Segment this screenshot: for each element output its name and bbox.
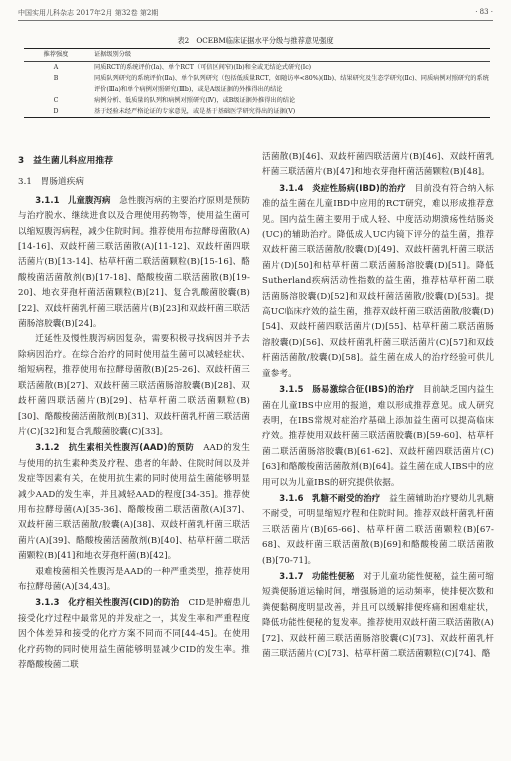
subsubsection-title: 3.1.2 抗生素相关性腹泻(AAD)的预防 [35, 442, 195, 453]
header-evidence: 证据级别分级 [94, 51, 132, 58]
section-heading: 3 益生菌儿科应用推荐 [18, 156, 114, 166]
subsubsection-title: 3.1.3 化疗相关性腹泻(CID)的防治 [35, 597, 180, 608]
subsubsection-title: 3.1.6 乳糖不耐受的治疗 [279, 492, 381, 503]
paragraph: 活菌散(B)[46]、双歧杆菌四联活菌片(B)[46]、双歧杆菌乳杆菌三联活菌片(B)[47]和地衣芽孢杆菌活菌颗粒(B)[48]。 [262, 152, 494, 178]
header-recommendation: 推荐强度 [43, 51, 69, 58]
table-cell-grade: A [53, 64, 59, 71]
left-column [18, 150, 250, 673]
subsubsection-title: 3.1.7 功能性便秘 [279, 570, 355, 581]
table-cell-text: 同质队列研究的系统评价(Ⅱa)、单个队列研究（包括低质量RCT，如随访率<80%)(Ⅱb)、结果研究及生态学研究(Ⅱc)、同质病例对照研究的系统评价(Ⅲa)和单个病例对照研究(Ⅲb)，或是A级证据的外推得出的结论 [94, 75, 489, 93]
paragraph: 目前没有符合纳入标准的益生菌在儿童IBD中应用的RCT研究，难以形成推荐意见。国内益生菌主要用于成人轻、中度活动期溃疡性结肠炎(UC)的辅助治疗。降低成人UC内镜下评分的益生菌，推荐双歧杆菌三联活菌散/胶囊(D)[49]、双歧杆菌乳杆菌三联活菌片(D)[50]和枯草杆菌二联活菌肠溶胶囊(D)[51]。降低Sutherland疾病活动性指数的益生菌，推荐枯草杆菌二联活菌肠溶胶囊(D)[52]和双歧杆菌活菌散/胶囊(D)[53]。提高UC临床疗效的益生菌，推荐双歧杆菌三联活菌散/胶囊(D)[54]、双歧杆菌四联活菌片(D)[55]、枯草杆菌二联活菌肠溶胶囊(D)[56]、双歧杆菌乳杆菌三联活菌片(C)[57]和双歧杆菌活菌散/胶囊(D)[58]。益生菌在成人的治疗经验可供儿童参考。 [262, 183, 494, 379]
table-cell-grade: C [53, 97, 59, 104]
table-cell-grade: B [53, 75, 59, 82]
table-row [24, 62, 490, 73]
right-column [262, 150, 494, 662]
table-cell-grade: D [53, 108, 59, 115]
table-row [24, 95, 490, 106]
paragraph: CID是肿瘤患儿接受化疗过程中最常见的并发症之一，其发生率和严重程度因个体差异和接受的化疗方案不同而不同[44-45]。在使用化疗药物的同时使用益生菌能够明显减少CID的发生率。推荐酪酸梭菌二联 [18, 598, 250, 670]
page-number: · 83 · [475, 8, 493, 16]
evidence-table [24, 48, 490, 118]
paragraph: 艰难梭菌相关性腹泻是AAD的一种严重类型，推荐使用布拉酵母菌(A)[34,43]。 [18, 566, 250, 592]
paragraph: 急性腹泻病的主要治疗原则是预防与治疗脱水、继续进食以及合理使用药物等，使用益生菌可以缩短腹泻病程，减少住院时间。推荐使用布拉酵母菌散(A)[14-16]、双歧杆菌三联活菌散(A)[11-12]、双歧杆菌四联活菌片(B)[13-14]、枯草杆菌二联活菌颗粒(B)[15-16]、酪酸梭菌活菌散剂(B)[17-18]、酪酸梭菌二联活菌散(B)[19-20]、地衣芽孢杆菌活菌颗粒(B)[21]、复合乳酸菌胶囊(B)[22]、双歧杆菌乳杆菌三联活菌片(B)[23]和双歧杆菌三联活菌肠溶胶囊(B)[24]。 [18, 195, 250, 330]
paragraph: AAD的发生与使用的抗生素种类及疗程、患者的年龄、住院时间以及并发症等因素有关，在使用抗生素的同时使用益生菌能够明显减少AAD的发生率，并且减轻AAD的程度[34-35]。推荐使用布拉酵母菌(A)[35-36]、酪酸梭菌二联活菌散(A)[37]、双歧杆菌三联活菌散/胶囊(A)[38]、双歧杆菌乳杆菌三联活菌片(A)[39]、酪酸梭菌活菌散剂(B)[40]、枯草杆菌二联活菌颗粒(B)[41]和地衣芽孢杆菌(B)[42]。 [18, 443, 250, 562]
table-caption: 表2 OCEBM临床证据水平分级与推荐意见强度 [177, 36, 334, 45]
table-header-row [24, 49, 490, 62]
table-cell-text: 基于经验未经严格论证的专家意见，或是基于基础医学研究得出的证据(Ⅴ) [94, 108, 296, 115]
paragraph: 迁延性及慢性腹泻病因复杂，需要积极寻找病因并予去除病因治疗。在综合治疗的同时使用益生菌可以减轻症状、缩短病程，推荐使用布拉酵母菌散(B)[25-26]、双歧杆菌三联活菌散(B)[27]、双歧杆菌三联活菌肠溶胶囊(B)[28]、双歧杆菌四联活菌片(B)[29]、枯草杆菌二联活菌颗粒(B)[30]、酪酸梭菌活菌散剂(B)[31]、双歧杆菌乳杆菌三联活菌片(C)[32]和复合乳酸菌胶囊(C)[33]。 [18, 334, 250, 437]
subsubsection-title: 3.1.4 炎症性肠病(IBD)的治疗 [279, 182, 406, 193]
table-cell-text: 病例分析、低质量的队列和病例对照研究(Ⅳ)，或B级证据外推得出的结论 [94, 97, 296, 104]
paragraph: 目前缺乏国内益生菌在儿童IBS中应用的报道，难以形成推荐意见。成人研究表明，在IBS常规对症治疗基础上添加益生菌可以提高临床疗效。推荐使用双歧杆菌三联活菌胶囊(B)[59-60]、枯草杆菌二联活菌肠溶胶囊(B)[61-62]、双歧杆菌四联活菌片(C)[63]和酪酸梭菌活菌散剂(B)[64]。益生菌在成人IBS中的应用可以为儿童IBS的研究提供依据。 [262, 385, 494, 488]
table-row [24, 73, 490, 95]
header-rule [18, 20, 493, 21]
subsubsection-title: 3.1.1 儿童腹泻病 [35, 194, 111, 205]
subsubsection-title: 3.1.5 肠易激综合征(IBS)的治疗 [279, 384, 415, 395]
subsection-heading: 3.1 胃肠道疾病 [18, 177, 85, 188]
paragraph: 益生菌辅助治疗婴幼儿乳糖不耐受，可明显缩短疗程和住院时间。推荐双歧杆菌乳杆菌三联活菌片(B)[65-66]、枯草杆菌二联活菌颗粒(B)[67-68]、双歧杆菌三联活菌散(B)[69]和酪酸梭菌二联活菌散(B)[70-71]。 [262, 493, 494, 566]
paragraph: 对于儿童功能性便秘，益生菌可缩短粪便肠道运输时间，增强肠道的运动频率，使排便次数和粪便黏稠度明显改善，并且可以缓解排便疼痛和困难症状，降低功能性便秘的复发率。推荐使用双歧杆菌三联活菌散(A)[72]、双歧杆菌三联活菌肠溶胶囊(C)[73]、双歧杆菌乳杆菌三联活菌片(C)[73]、枯草杆菌二联活菌颗粒(C)[74]、酪 [262, 571, 494, 659]
table-cell-text: 同质RCT的系统评价(Ⅰa)、单个RCT（可信区间窄)(Ⅰb)和全或无结论式研究(Ⅰc) [94, 64, 312, 71]
table-row [24, 106, 490, 117]
journal-name: 中国实用儿科杂志 2017年2月 第32卷 第2期 [18, 9, 159, 17]
